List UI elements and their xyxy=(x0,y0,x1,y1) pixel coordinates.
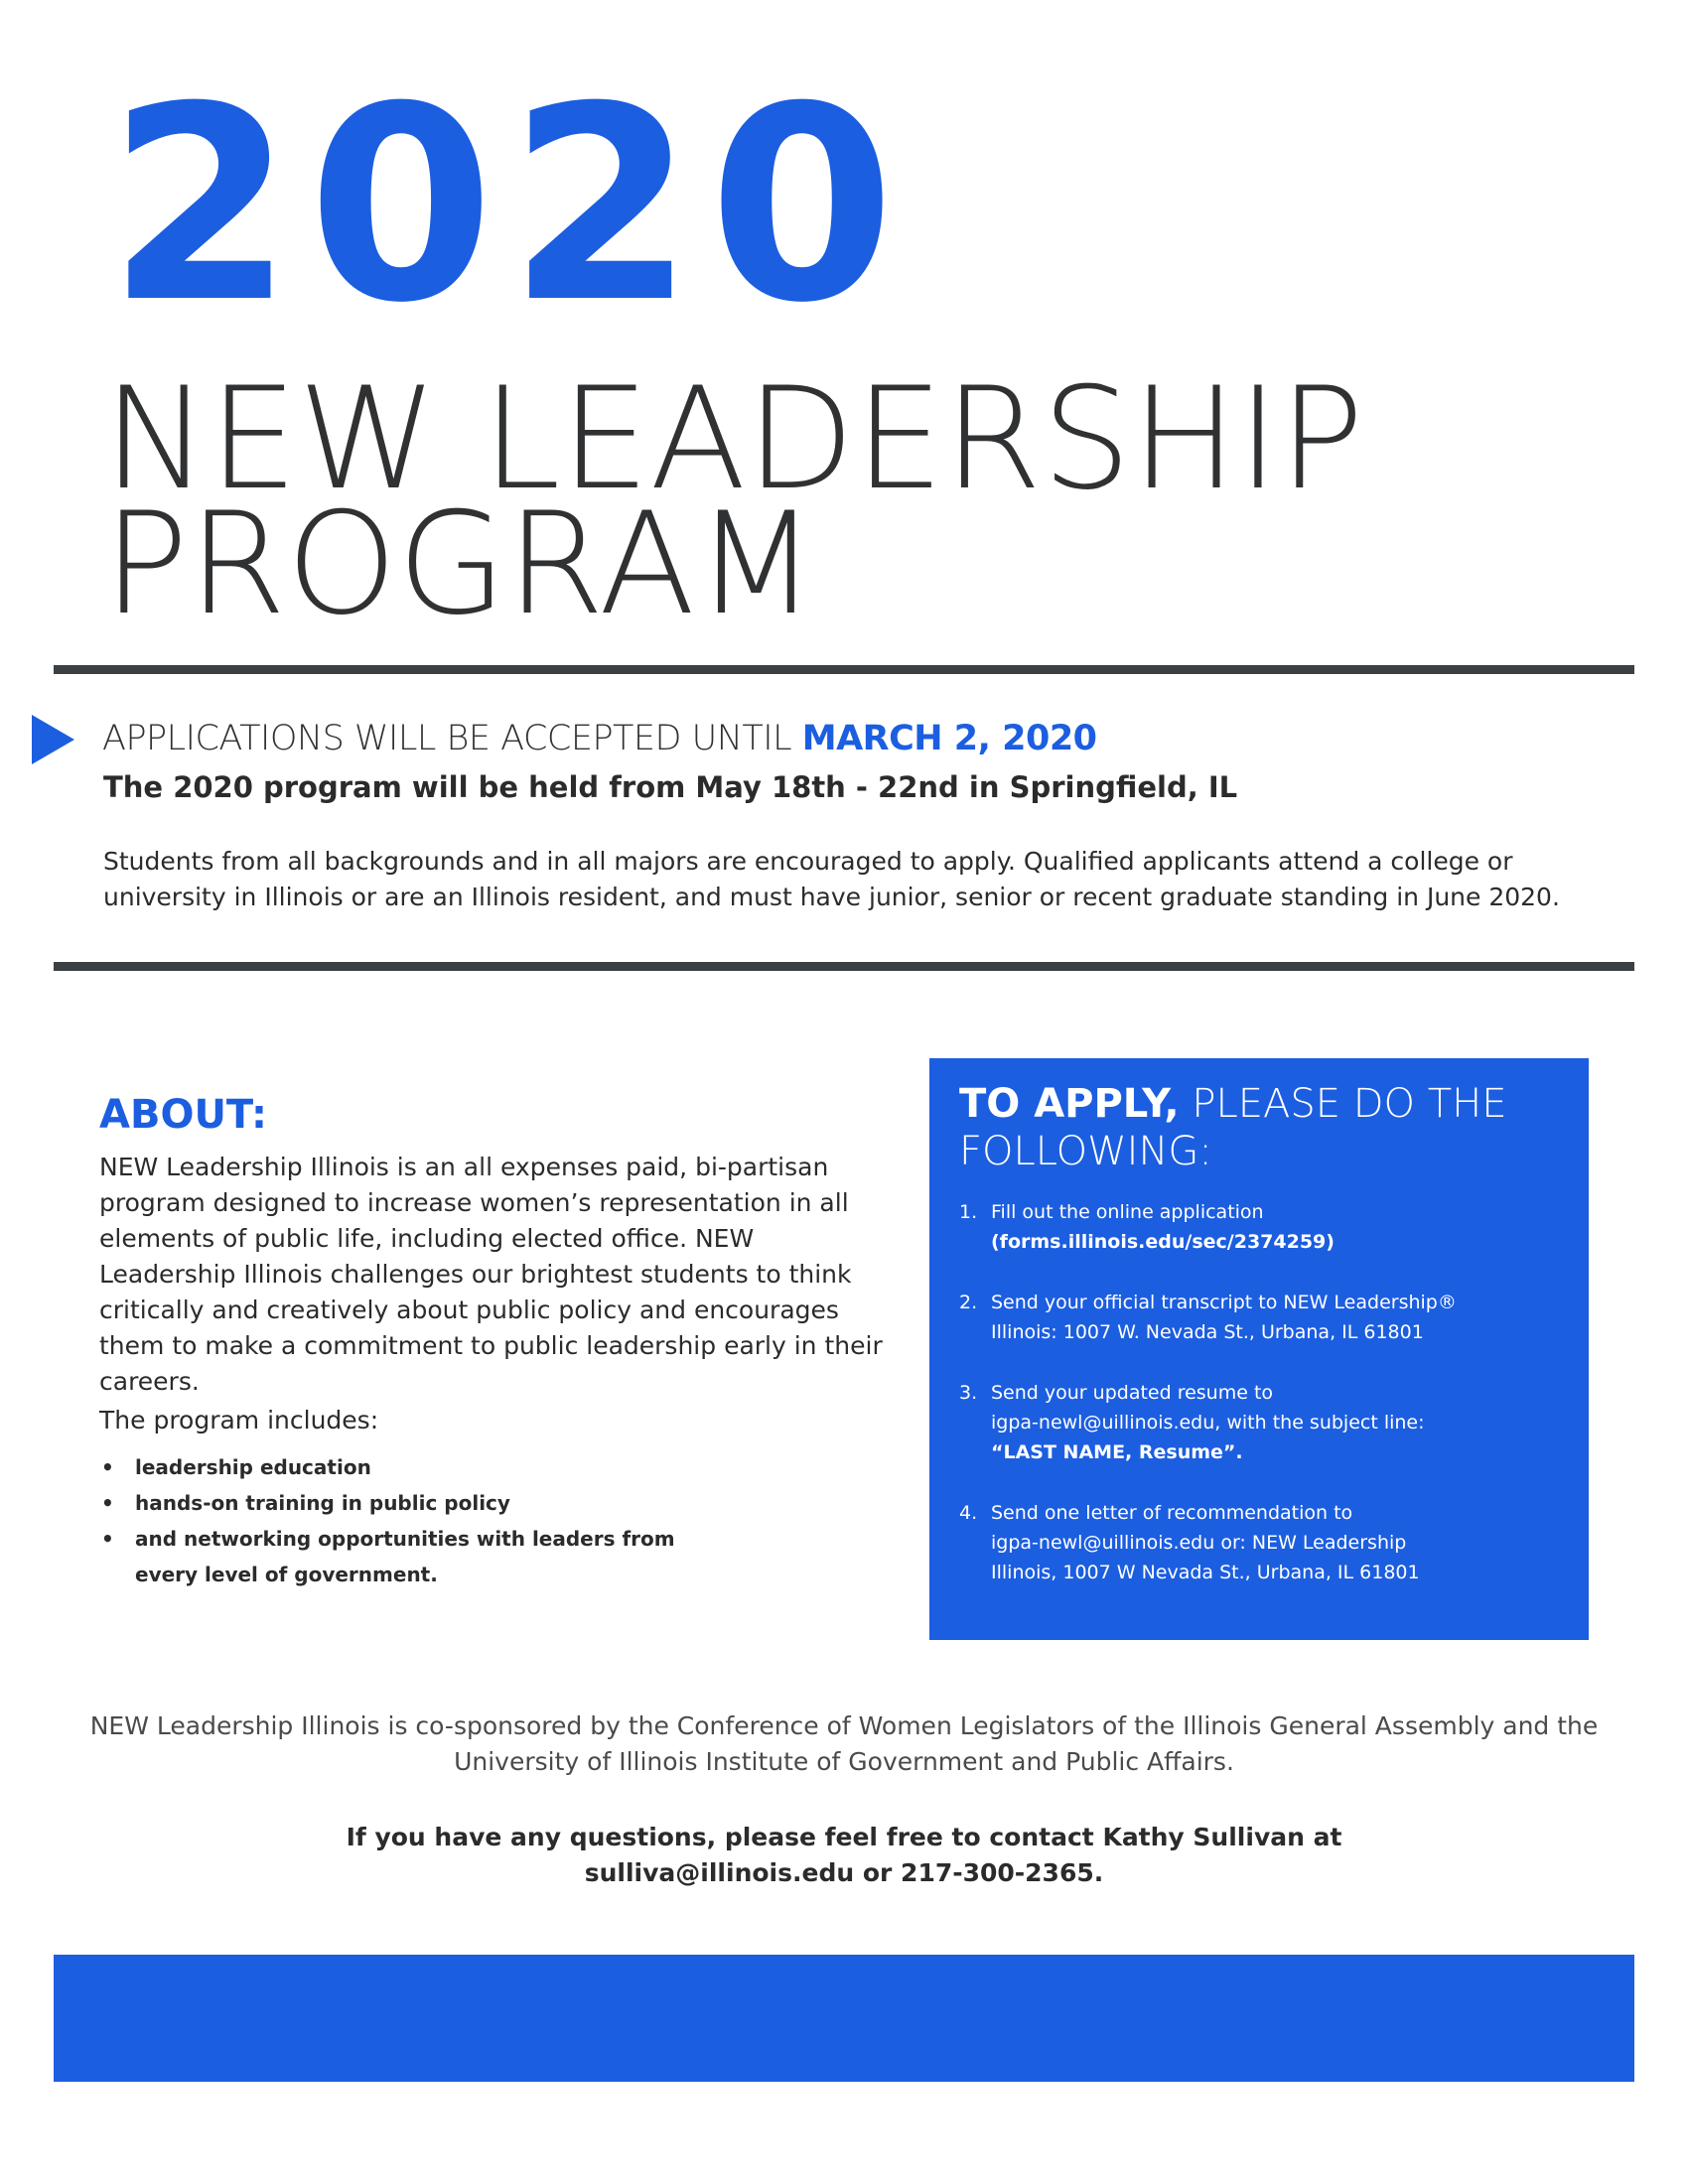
about-heading: ABOUT: xyxy=(99,1092,268,1138)
list-item xyxy=(99,1449,695,1485)
apply-step-1 xyxy=(959,1197,1565,1257)
application-url: (forms.illinois.edu/sec/2374259) xyxy=(991,1231,1335,1253)
middle-divider xyxy=(54,962,1634,971)
list-item-text: and networking opportunities with leaders from every level of government. xyxy=(135,1527,675,1586)
includes-list xyxy=(99,1449,695,1592)
step-text: igpa-newl@uillinois.edu or: NEW Leadership xyxy=(991,1532,1407,1554)
apply-box xyxy=(929,1058,1589,1640)
step-text: Send one letter of recommendation to xyxy=(991,1502,1353,1524)
step-number: 1. xyxy=(959,1201,978,1223)
bullet-icon: • xyxy=(101,1527,114,1551)
subject-line: “LAST NAME, Resume”. xyxy=(991,1441,1243,1463)
contact-line-1: If you have any questions, please feel free to contact Kathy Sullivan at xyxy=(346,1823,1342,1851)
deadline-date: MARCH 2, 2020 xyxy=(801,719,1097,758)
list-item xyxy=(99,1521,695,1592)
contact-line-2: sulliva@illinois.edu or 217-300-2365. xyxy=(584,1858,1104,1887)
step-text: Send your updated resume to xyxy=(991,1382,1274,1404)
bullet-icon: • xyxy=(101,1455,114,1479)
play-arrow-icon xyxy=(32,715,74,764)
step-number: 3. xyxy=(959,1382,978,1404)
apply-step-3 xyxy=(959,1378,1565,1467)
apply-heading-strong: TO APPLY, xyxy=(959,1081,1180,1127)
deadline-prefix: APPLICATIONS WILL BE ACCEPTED UNTIL xyxy=(102,719,802,758)
eligibility-text: Students from all backgrounds and in all majors are encouraged to apply. Qualified applicants attend a college or university in Illinois or are an Illinois resident, and must have junior, senior or recent graduate standing in June 2020. xyxy=(103,847,1560,911)
apply-step-4 xyxy=(959,1498,1565,1587)
step-text: Illinois, 1007 W Nevada St., Urbana, IL 61801 xyxy=(991,1562,1420,1583)
step-number: 4. xyxy=(959,1502,978,1524)
includes-label: The program includes: xyxy=(99,1406,379,1434)
application-deadline xyxy=(102,717,1097,760)
year-heading: 2020 xyxy=(107,49,910,361)
step-text: Send your official transcript to NEW Leadership® xyxy=(991,1292,1457,1313)
step-text: Fill out the online application xyxy=(991,1201,1264,1223)
program-dates: The 2020 program will be held from May 18th - 22nd in Springfield, IL xyxy=(103,770,1238,804)
step-number: 2. xyxy=(959,1292,978,1313)
list-item xyxy=(99,1485,695,1521)
list-item-text: hands-on training in public policy xyxy=(135,1491,510,1515)
program-title-line-2: PROGRAM xyxy=(103,482,817,646)
step-text: Illinois: 1007 W. Nevada St., Urbana, IL 61801 xyxy=(991,1321,1424,1343)
apply-step-2 xyxy=(959,1288,1565,1347)
program-title-line-1: NEW LEADERSHIP xyxy=(103,357,1364,521)
contact-text xyxy=(60,1820,1628,1891)
list-item-text: leadership education xyxy=(135,1455,371,1479)
about-text: NEW Leadership Illinois is an all expenses paid, bi-partisan program designed to increase women’s representation in all elements of public life, including elected office. NEW Leadership Illinois challenges our brightest students to think critically and creatively about public policy and encourages them to make a commitment to public leadership early in their careers. xyxy=(99,1153,883,1396)
sponsor-text: NEW Leadership Illinois is co-sponsored by the Conference of Women Legislators of the Illinois General Assembly and the University of Illinois Institute of Government and Public Affairs. xyxy=(89,1711,1599,1776)
top-divider xyxy=(54,665,1634,674)
apply-steps xyxy=(959,1197,1565,1618)
bullet-icon: • xyxy=(101,1491,114,1515)
footer-bar xyxy=(54,1955,1634,2082)
apply-heading-rest: PLEASE DO THE FOLLOWING: xyxy=(959,1081,1507,1174)
apply-heading xyxy=(959,1080,1575,1175)
step-text: igpa-newl@uillinois.edu, with the subject line: xyxy=(991,1412,1425,1433)
